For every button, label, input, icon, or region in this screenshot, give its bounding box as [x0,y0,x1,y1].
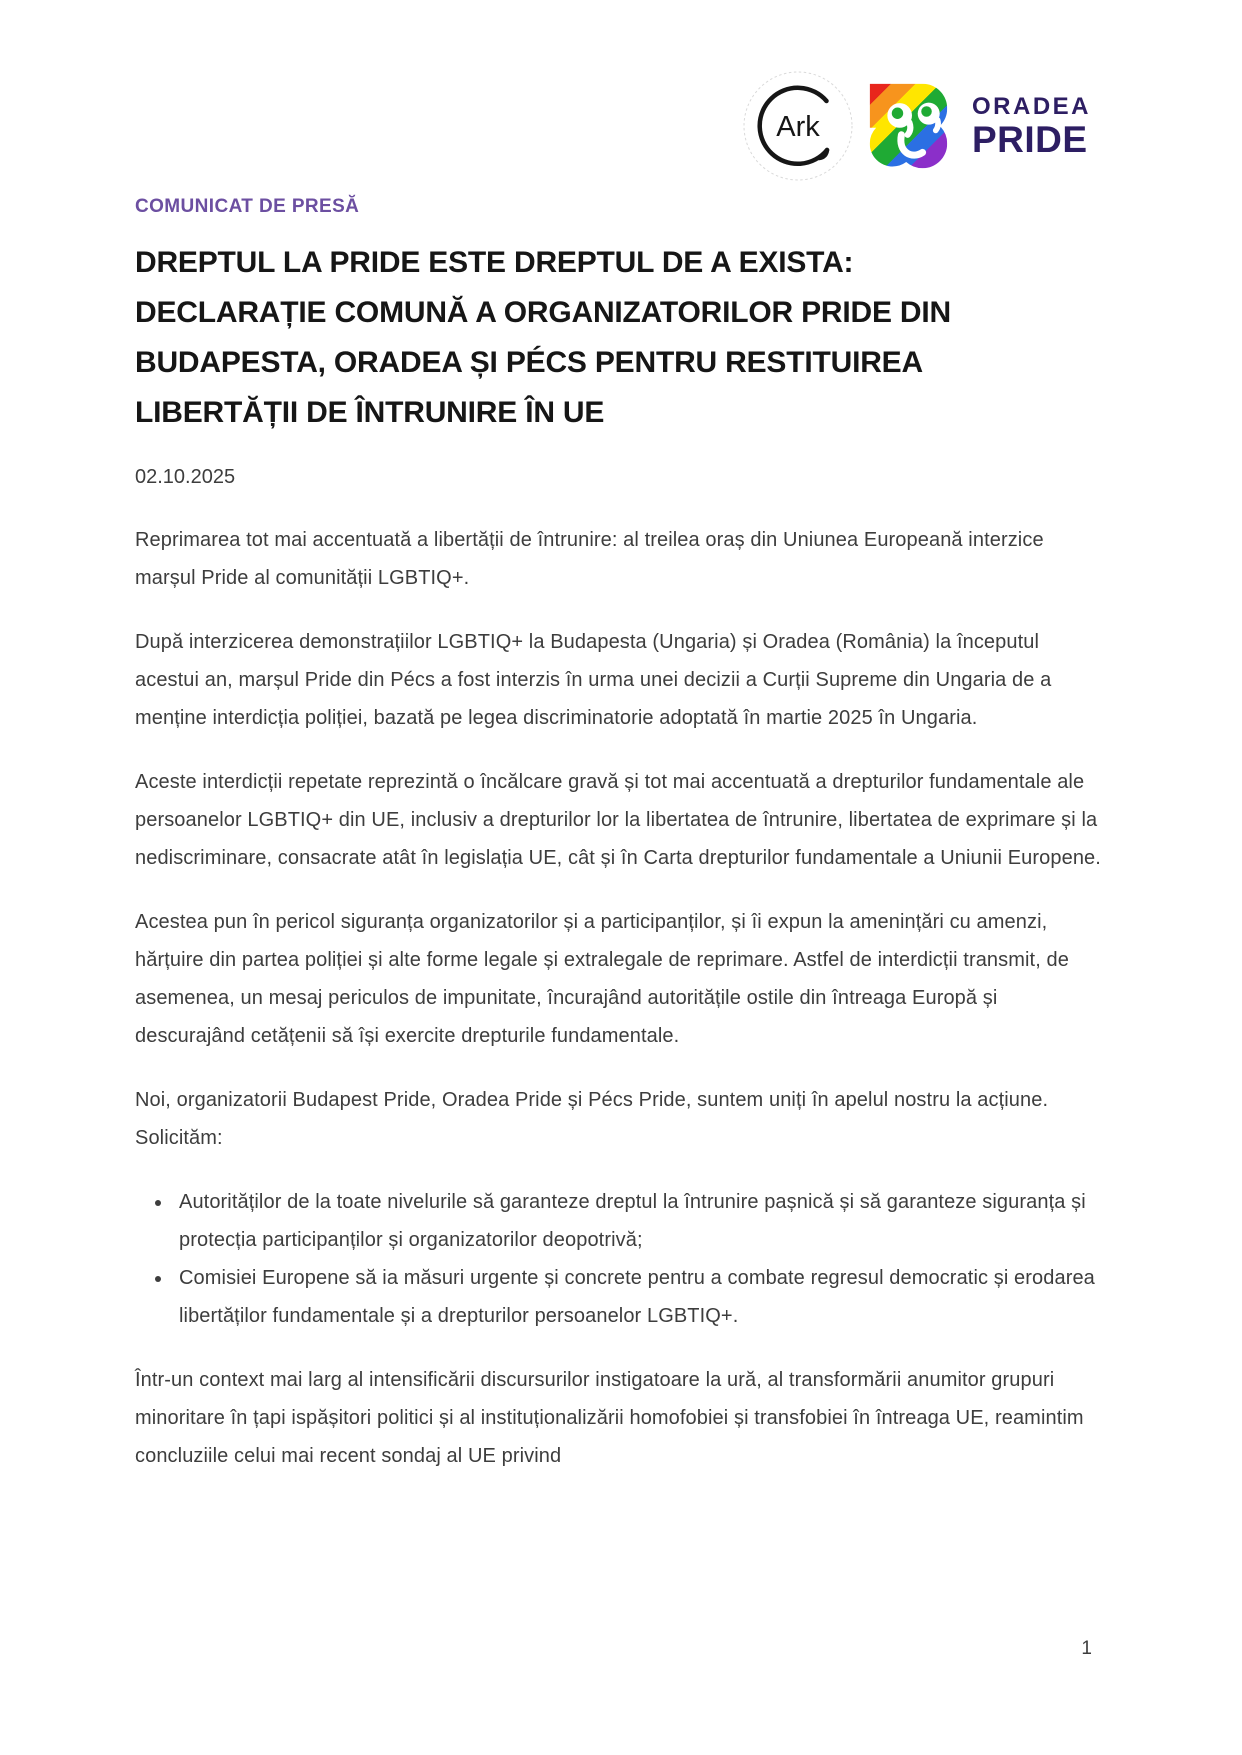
paragraph-call-to-action: Noi, organizatorii Budapest Pride, Oradea Pride și Pécs Pride, suntem uniți în apelul nostru la acțiune. Solicităm: [135,1089,1049,1149]
document-date: 02.10.2025 [135,466,236,488]
page-number: 1 [1081,1638,1092,1659]
oradea-pride-wordmark [972,92,1092,160]
oradea-pride-wordmark-line1: ORADEA [972,92,1092,120]
document-title [135,238,1107,438]
paragraph-rights: Aceste interdicții repetate reprezintă o încălcare gravă și tot mai accentuată a drepturilor fundamentale ale persoanelor LGBTIQ+ din UE, inclusiv a drepturilor lor la libertatea de întrunire, libertatea de exprimare și la nediscriminare, consacrate atât în legislația UE, cât și în Carta drepturilor fundamentale a Uniunii Europene. [135,771,1101,869]
paragraph-lead: Reprimarea tot mai accentuată a libertății de întrunire: al treilea oraș din Uniunea Europeană interzice marșul Pride al comunității LGBTIQ+. [135,529,1044,589]
oradea-pride-logo-icon [868,81,956,171]
paragraph-context: După interzicerea demonstrațiilor LGBTIQ+ la Budapesta (Ungaria) și Oradea (România) la începutul acestui an, marșul Pride din Pécs a fost interzis în urma unei decizii a Curții Supreme din Ungaria de a menține interdicția poliției, bazată pe legea discriminatorie adoptată în martie 2025 în Ungaria. [135,631,1052,729]
ark-logo-icon [742,70,854,182]
press-release-kicker: COMUNICAT DE PRESĂ [135,196,360,217]
title-line-3: BUDAPESTA, ORADEA ȘI PÉCS PENTRU RESTITUIREA [135,346,923,379]
title-line-4: LIBERTĂȚII DE ÎNTRUNIRE ÎN UE [135,396,605,429]
header-logos [742,70,1091,182]
title-line-1: DREPTUL LA PRIDE ESTE DREPTUL DE A EXISTA: [135,246,854,279]
paragraph-closing: Într-un context mai larg al intensificării discursurilor instigatoare la ură, al transformării anumitor grupuri minoritare în țapi ispășitori politici și al instituționalizării homofobiei și transfobiei în întreaga UE, reamintim concluziile celui mai recent sondaj al UE privind [135,1369,1084,1467]
document-content [135,196,1107,1501]
ark-logo-text: Ark [776,111,820,143]
list-item: • Autorităților de la toate nivelurile să garanteze dreptul la întrunire pașnică și să garanteze siguranța și protecția participanților și organizatorilor deopotrivă; [173,1183,1107,1259]
oradea-pride-wordmark-line2: PRIDE [972,118,1088,160]
paragraph-danger: Acestea pun în pericol siguranța organizatorilor și a participanților, și îi expun la amenințări cu amenzi, hărțuire din partea poliției și alte forme legale și extralegale de reprimare. Astfel de interdicții transmit, de asemenea, un mesaj periculos de impunitate, încurajând autoritățile ostile din întreaga Europă și descurajând cetățenii să își exercite drepturile fundamentale. [135,911,1069,1047]
demands-list [135,1183,1107,1335]
list-item: • Comisiei Europene să ia măsuri urgente și concrete pentru a combate regresul democratic și erodarea libertăților fundamentale și a drepturilor persoanelor LGBTIQ+. [173,1259,1107,1335]
title-line-2: DECLARAȚIE COMUNĂ A ORGANIZATORILOR PRIDE DIN [135,296,951,329]
